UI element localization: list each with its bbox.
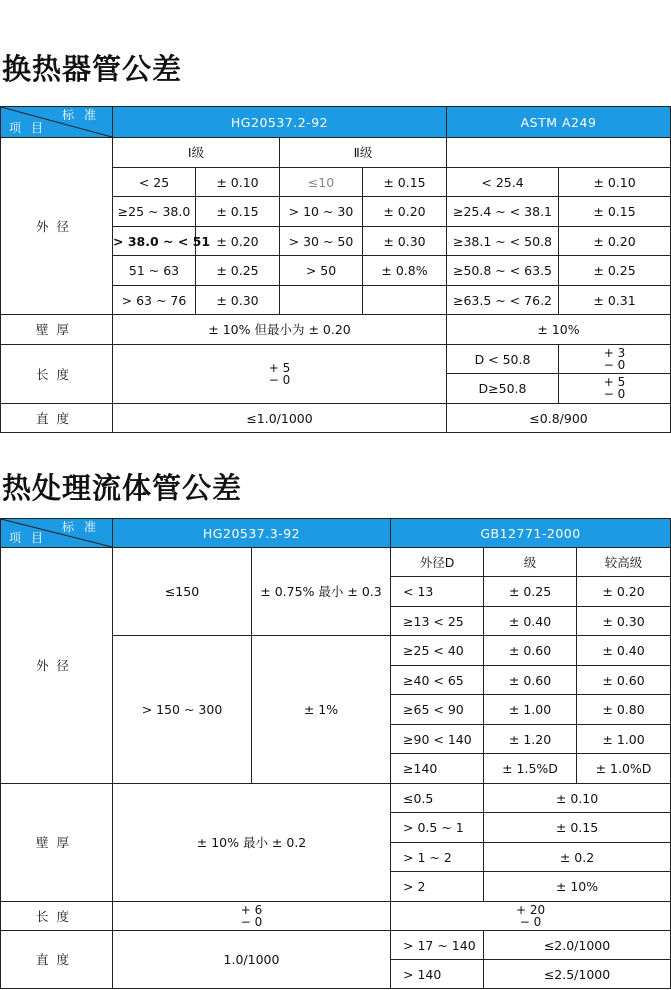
gb-grade-header: 级 (484, 548, 577, 577)
gb-higher-tol: ± 0.60 (577, 666, 671, 695)
straightness-label: 直度 (1, 931, 113, 989)
g2-tol: ± 0.8% (363, 256, 447, 286)
corner-item-label: 项目 (9, 121, 54, 135)
gb-straightness-tolerance: ≤2.5/1000 (484, 960, 671, 989)
wall-hg-value: ± 10% 最小 ± 0.2 (113, 784, 391, 902)
corner-header (1, 519, 113, 548)
hg-od-size: > 150 ~ 300 (113, 636, 252, 784)
length-hg-value (113, 345, 447, 404)
length-gb-plus: + 20 (515, 902, 546, 917)
gb-wall-thickness: ≤0.5 (391, 784, 484, 813)
corner-item-label: 项目 (9, 531, 54, 545)
gb-wall-tolerance: ± 10% (484, 872, 671, 902)
g1-tol: ± 0.15 (196, 197, 280, 227)
length-gb-value (391, 902, 671, 931)
gb-od-size: < 13 (391, 577, 484, 607)
gb-grade-tol: ± 1.00 (484, 695, 577, 725)
astm-tol: ± 0.25 (559, 256, 671, 286)
length-gb-minus: − 0 (519, 914, 542, 929)
gb-od-size: ≥40 < 65 (391, 666, 484, 695)
od-label: 外径 (1, 138, 113, 315)
gb-od-size: ≥65 < 90 (391, 695, 484, 725)
length-astm-minus: − 0 (603, 357, 626, 372)
gb-straightness-size: > 140 (391, 960, 484, 989)
gb-od-size: ≥90 < 140 (391, 725, 484, 754)
astm-tol: ± 0.15 (559, 197, 671, 227)
gb-grade-tol: ± 1.5%D (484, 754, 577, 784)
g1-tol: ± 0.20 (196, 227, 280, 256)
g1-size: 51 ~ 63 (113, 256, 196, 286)
gb-higher-tol: ± 0.30 (577, 607, 671, 636)
g1-size: > 38.0 ~ < 51 (113, 227, 196, 256)
gb-od-size: ≥25 < 40 (391, 636, 484, 666)
heat-treated-fluid-tube-tolerance-table (0, 518, 671, 989)
g2-size (280, 286, 363, 315)
grade2-header: Ⅱ级 (280, 138, 447, 168)
g1-size: > 63 ~ 76 (113, 286, 196, 315)
od-label: 外径 (1, 548, 113, 784)
astm-size: ≥63.5 ~ < 76.2 (447, 286, 559, 315)
g1-tol: ± 0.10 (196, 168, 280, 197)
g1-tol: ± 0.30 (196, 286, 280, 315)
gb-grade-tol: ± 0.60 (484, 636, 577, 666)
gb-wall-tolerance: ± 0.2 (484, 843, 671, 872)
gb-straightness-size: > 17 ~ 140 (391, 931, 484, 960)
gb-od-size: ≥140 (391, 754, 484, 784)
std-hg-header: HG20537.3-92 (113, 519, 391, 548)
gb-grade-tol: ± 1.20 (484, 725, 577, 754)
g2-tol: ± 0.20 (363, 197, 447, 227)
straightness-hg-value: ≤1.0/1000 (113, 404, 447, 433)
astm-size: ≥38.1 ~ < 50.8 (447, 227, 559, 256)
gb-grade-tol: ± 0.25 (484, 577, 577, 607)
gb-higher-tol: ± 0.40 (577, 636, 671, 666)
gb-wall-thickness: > 1 ~ 2 (391, 843, 484, 872)
std-hg-header: HG20537.2-92 (113, 107, 447, 138)
length-label: 长度 (1, 345, 113, 404)
gb-wall-tolerance: ± 0.10 (484, 784, 671, 813)
astm-size: < 25.4 (447, 168, 559, 197)
hg-od-size: ≤150 (113, 548, 252, 636)
g2-size: > 30 ~ 50 (280, 227, 363, 256)
grade1-header: Ⅰ级 (113, 138, 280, 168)
std-astm-header: ASTM A249 (447, 107, 671, 138)
straightness-label: 直度 (1, 404, 113, 433)
astm-tol: ± 0.20 (559, 227, 671, 256)
g1-tol: ± 0.25 (196, 256, 280, 286)
g1-size: < 25 (113, 168, 196, 197)
wall-astm-value: ± 10% (447, 315, 671, 345)
g2-tol (363, 286, 447, 315)
gb-grade-tol: ± 0.60 (484, 666, 577, 695)
length-astm-minus: − 0 (603, 387, 626, 401)
section1-title: 换热器管公差 (2, 52, 183, 86)
astm-tol: ± 0.10 (559, 168, 671, 197)
astm-blank-header (447, 138, 671, 168)
wall-label: 壁厚 (1, 784, 113, 902)
gb-higher-tol: ± 1.0%D (577, 754, 671, 784)
hg-od-tolerance: ± 0.75% 最小 ± 0.3 (252, 548, 391, 636)
g2-size: ≤10 (280, 168, 363, 197)
gb-higher-tol: ± 1.00 (577, 725, 671, 754)
astm-size: ≥50.8 ~ < 63.5 (447, 256, 559, 286)
gb-grade-tol: ± 0.40 (484, 607, 577, 636)
heat-exchanger-tube-tolerance-table (0, 106, 671, 433)
gb-higher-tol: ± 0.20 (577, 577, 671, 607)
astm-tol: ± 0.31 (559, 286, 671, 315)
length-hg-plus: + 5 (268, 360, 291, 375)
gb-higher-grade-header: 较高级 (577, 548, 671, 577)
corner-standard-label: 标准 (61, 108, 106, 122)
length-hg-tolerance (269, 362, 291, 386)
g2-size: > 50 (280, 256, 363, 286)
gb-od-size: ≥13 < 25 (391, 607, 484, 636)
length-astm-plus: + 3 (603, 345, 626, 360)
gb-straightness-tolerance: ≤2.0/1000 (484, 931, 671, 960)
hg-od-tolerance: ± 1% (252, 636, 391, 784)
g2-size: > 10 ~ 30 (280, 197, 363, 227)
length-astm-plus: + 5 (603, 375, 626, 389)
length-astm-tolerance (559, 345, 671, 374)
g2-tol: ± 0.30 (363, 227, 447, 256)
length-astm-condition: D < 50.8 (447, 345, 559, 374)
length-hg-minus: − 0 (268, 372, 291, 387)
std-gb-header: GB12771-2000 (391, 519, 671, 548)
length-label: 长度 (1, 902, 113, 931)
length-hg-plus: + 6 (240, 902, 263, 917)
straightness-hg-value: 1.0/1000 (113, 931, 391, 989)
length-astm-condition: D≥50.8 (447, 374, 559, 404)
length-hg-value (113, 902, 391, 931)
length-hg-minus: − 0 (240, 914, 263, 929)
length-astm-tolerance (559, 374, 671, 404)
g2-tol: ± 0.15 (363, 168, 447, 197)
gb-wall-thickness: > 2 (391, 872, 484, 902)
section2-title: 热处理流体管公差 (2, 471, 243, 505)
wall-label: 壁厚 (1, 315, 113, 345)
g1-size: ≥25 ~ 38.0 (113, 197, 196, 227)
gb-wall-tolerance: ± 0.15 (484, 813, 671, 843)
gb-wall-thickness: > 0.5 ~ 1 (391, 813, 484, 843)
corner-header (1, 107, 113, 138)
corner-standard-label: 标准 (61, 520, 106, 534)
straightness-astm-value: ≤0.8/900 (447, 404, 671, 433)
gb-od-header: 外径D (391, 548, 484, 577)
astm-size: ≥25.4 ~ < 38.1 (447, 197, 559, 227)
gb-higher-tol: ± 0.80 (577, 695, 671, 725)
wall-hg-value: ± 10% 但最小为 ± 0.20 (113, 315, 447, 345)
